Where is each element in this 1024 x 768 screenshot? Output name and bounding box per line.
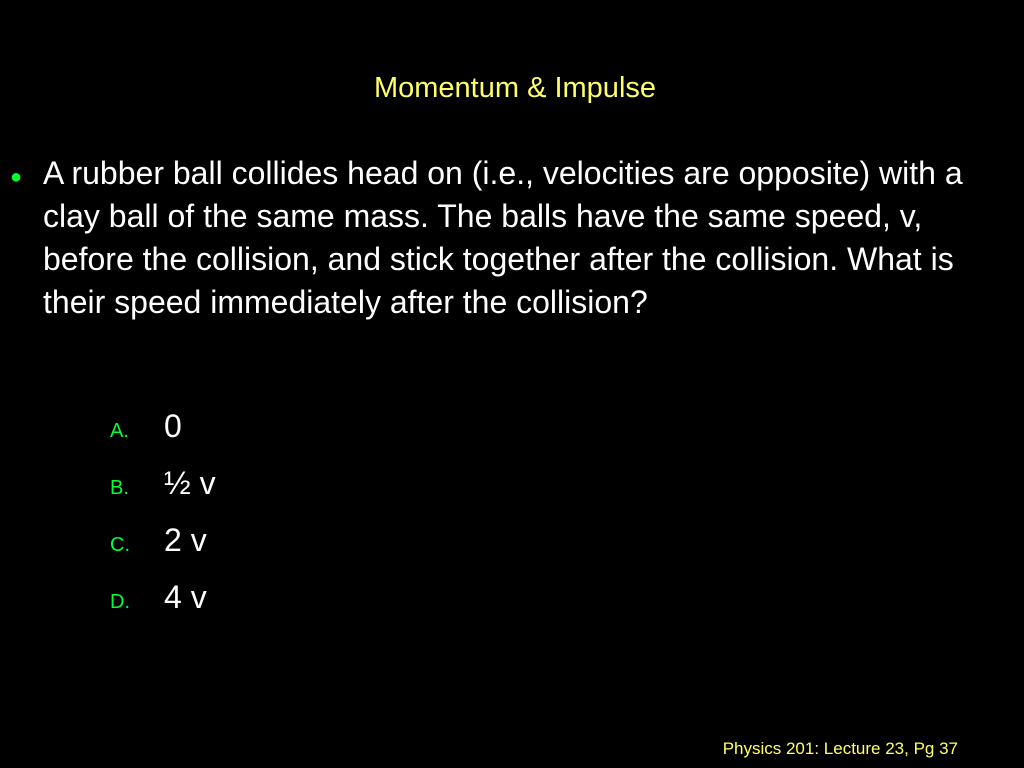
answer-options [110, 408, 216, 636]
option-text: 0 [164, 408, 182, 444]
option-b [110, 465, 216, 522]
question-text: A rubber ball collides head on (i.e., velocities are opposite) with a clay ball of the same mass. The balls have the same speed, v, before the collision, and stick together after the collision. What is their speed immediately after the collision? [43, 155, 963, 320]
option-a [110, 408, 216, 465]
option-c [110, 522, 216, 579]
bullet-dot-icon: ● [10, 166, 23, 188]
slide-footer: Physics 201: Lecture 23, Pg 37 [722, 739, 958, 758]
slide-title: Momentum & Impulse [373, 72, 657, 104]
option-text: 4 v [164, 579, 207, 615]
option-d [110, 579, 216, 636]
option-letter: C. [110, 534, 130, 556]
option-text: 2 v [164, 522, 207, 558]
option-text: ½ v [164, 465, 216, 501]
option-letter: B. [110, 477, 129, 499]
option-letter: A. [110, 420, 129, 442]
option-letter: D. [110, 591, 130, 613]
